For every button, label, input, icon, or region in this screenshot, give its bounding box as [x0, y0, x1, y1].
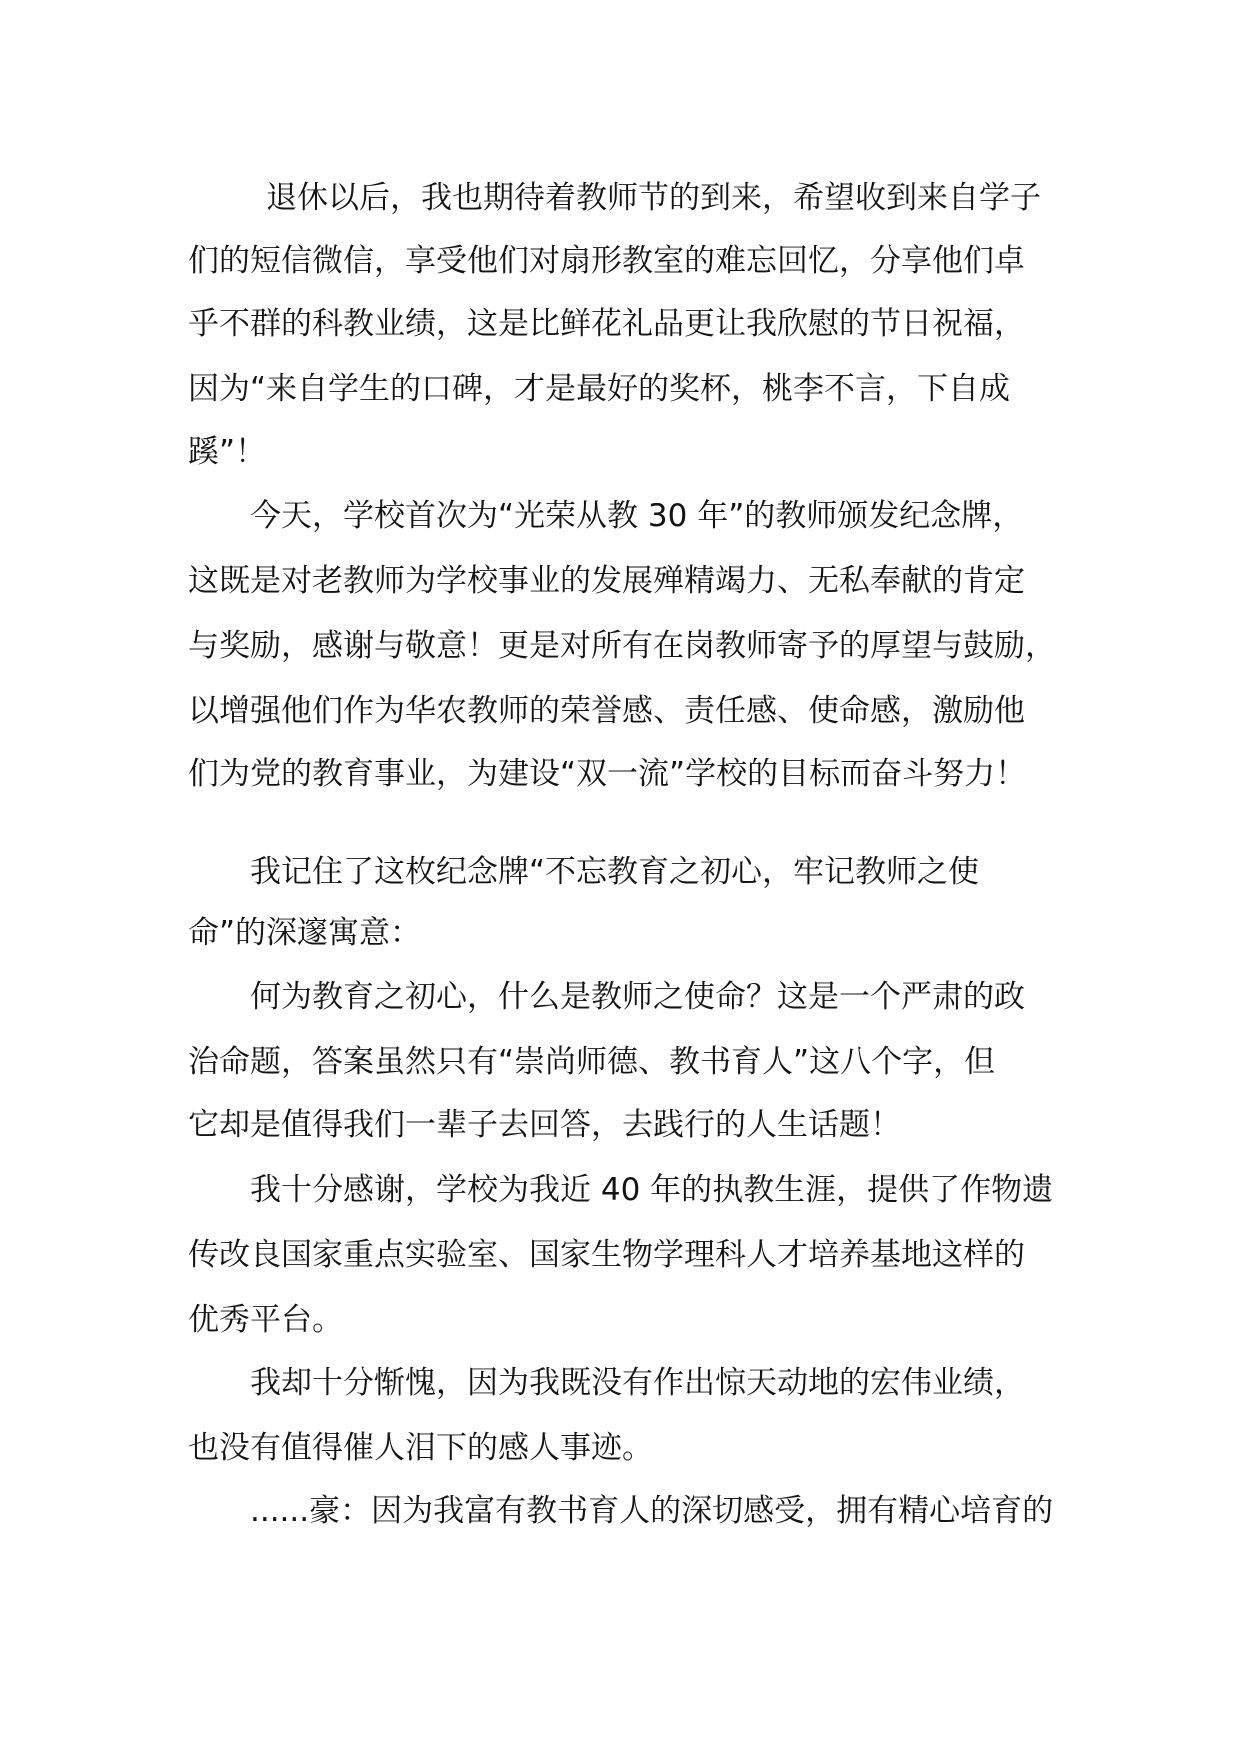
paragraph-2-line-3: 与奖励，感谢与敬意！更是对所有在岗教师寄予的厚望与鼓励， [188, 628, 1056, 664]
paragraph-1-line-1: 退休以后，我也期待着教师节的到来，希望收到来自学子 [266, 180, 1041, 216]
paragraph-1-line-5: 蹊”！ [188, 434, 267, 470]
paragraph-2-line-5: 们为党的教育事业，为建设“双一流”学校的目标而奋斗努力！ [188, 756, 1027, 792]
paragraph-1-line-2: 们的短信微信，享受他们对扇形教室的难忘回忆，分享他们卓 [188, 243, 1025, 279]
paragraph-3-line-2: 命”的深邃寓意： [188, 915, 422, 951]
paragraph-5-line-3: 优秀平台。 [188, 1302, 343, 1338]
paragraph-2-line-1: 今天，学校首次为“光荣从教 30 年”的教师颁发纪念牌， [250, 498, 1024, 534]
paragraph-6-line-2: 也没有值得催人泪下的感人事迹。 [188, 1430, 653, 1466]
paragraph-1-line-4: 因为“来自学生的口碑，才是最好的奖杯，桃李不言，下自成 [188, 371, 1011, 407]
paragraph-3-line-1: 我记住了这枚纪念牌“不忘教育之初心，牢记教师之使 [250, 854, 980, 890]
paragraph-2-line-2: 这既是对老教师为学校事业的发展殚精竭力、无私奉献的肯定 [188, 563, 1025, 599]
paragraph-4-line-2: 治命题，答案虽然只有“崇尚师德、教书育人”这八个字，但 [188, 1044, 996, 1080]
paragraph-2-line-4: 以增强他们作为华农教师的荣誉感、责任感、使命感，激励他 [188, 693, 1025, 729]
paragraph-1-line-3: 乎不群的科教业绩，这是比鲜花礼品更让我欣慰的节日祝福， [188, 306, 1025, 342]
paragraph-4-line-1: 何为教育之初心，什么是教师之使命？这是一个严肃的政 [250, 979, 1025, 1015]
paragraph-5-line-2: 传改良国家重点实验室、国家生物学理科人才培养基地这样的 [188, 1237, 1025, 1273]
paragraph-6-line-1: 我却十分惭愧，因为我既没有作出惊天动地的宏伟业绩， [250, 1365, 1025, 1401]
paragraph-7-line-1: ......豪：因为我富有教书育人的深切感受，拥有精心培育的 [250, 1493, 1054, 1529]
paragraph-5-line-1: 我十分感谢，学校为我近 40 年的执教生涯，提供了作物遗 [250, 1172, 1054, 1208]
paragraph-4-line-3: 它却是值得我们一辈子去回答，去践行的人生话题！ [188, 1107, 901, 1143]
